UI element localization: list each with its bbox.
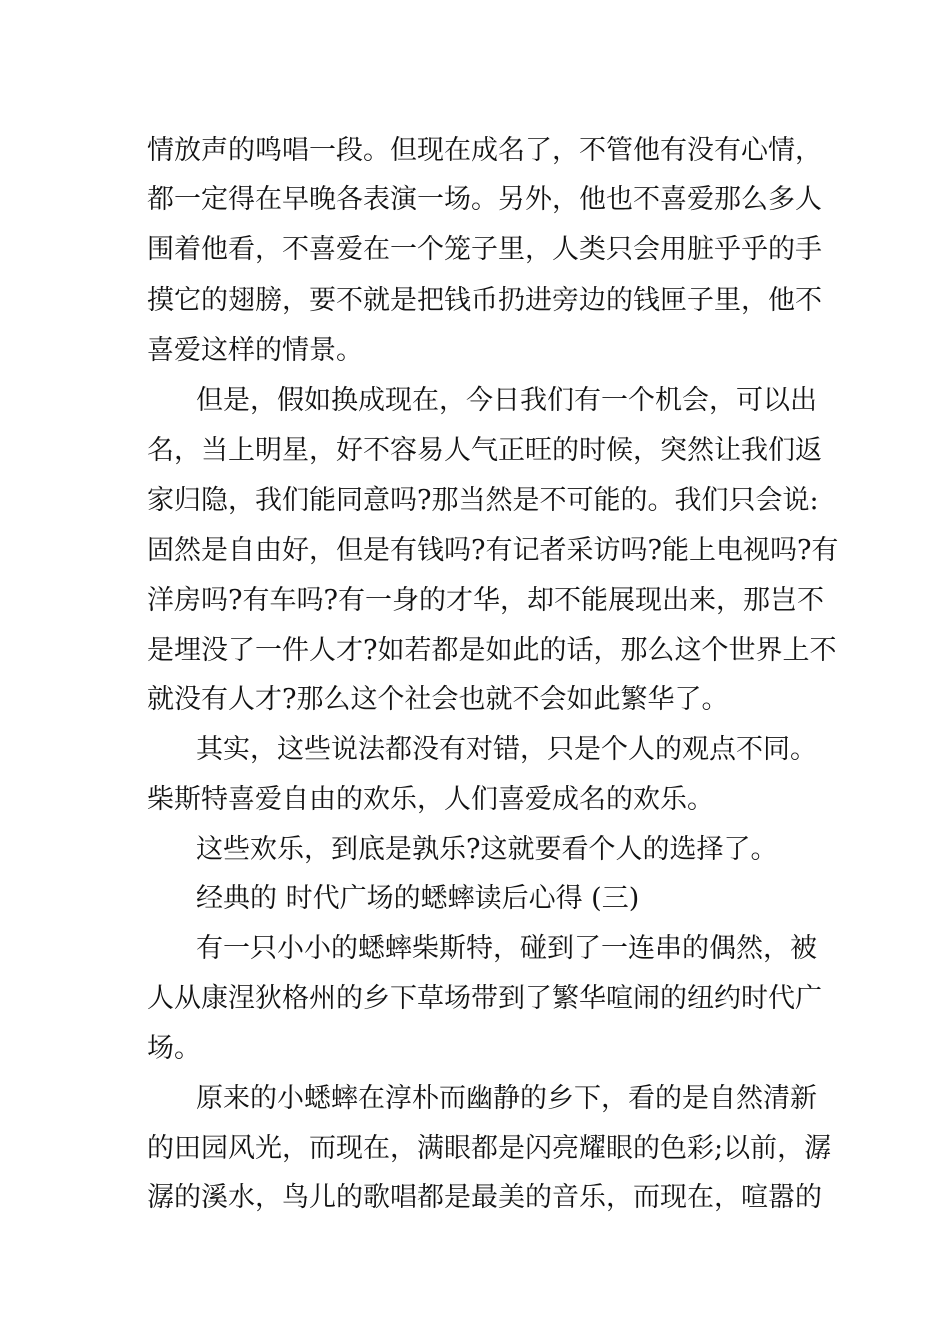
text-line: 洋房吗?有车吗?有一身的才华，却不能展现出来，那岂不 — [147, 585, 824, 616]
paragraph-first-line: 其实，这些说法都没有对错，只是个人的观点不同。 — [196, 734, 817, 765]
text-line: 名，当上明星，好不容易人气正旺的时候，突然让我们返 — [147, 435, 822, 466]
text-line: 喜爱这样的情景。 — [147, 335, 363, 366]
text-line: 摸它的翅膀，要不就是把钱币扔进旁边的钱匣子里，他不 — [147, 285, 822, 316]
text-line: 都一定得在早晚各表演一场。另外，他也不喜爱那么多人 — [147, 184, 822, 215]
text-line: 固然是自由好，但是有钱吗?有记者采访吗?能上电视吗?有 — [147, 535, 839, 566]
text-line: 情放声的鸣唱一段。但现在成名了，不管他有没有心情， — [147, 135, 822, 166]
paragraph-first-line: 原来的小蟋蟀在淳朴而幽静的乡下，看的是自然清新 — [196, 1083, 817, 1114]
text-line: 柴斯特喜爱自由的欢乐，人们喜爱成名的欢乐。 — [147, 784, 714, 815]
text-line: 场。 — [147, 1033, 201, 1064]
text-line: 人从康涅狄格州的乡下草场带到了繁华喧闹的纽约时代广 — [147, 983, 822, 1014]
section-heading: 经典的 时代广场的蟋蟀读后心得 (三) — [196, 883, 640, 914]
text-line: 的田园风光，而现在，满眼都是闪亮耀眼的色彩;以前，潺 — [147, 1133, 832, 1164]
text-line: 潺的溪水，鸟儿的歌唱都是最美的音乐，而现在，喧嚣的 — [147, 1182, 822, 1213]
text-line: 围着他看，不喜爱在一个笼子里，人类只会用脏乎乎的手 — [147, 234, 822, 265]
text-line: 就没有人才?那么这个社会也就不会如此繁华了。 — [147, 684, 729, 715]
paragraph-first-line: 有一只小小的蟋蟀柴斯特，碰到了一连串的偶然，被 — [196, 933, 817, 964]
paragraph-first-line: 这些欢乐，到底是孰乐?这就要看个人的选择了。 — [196, 834, 778, 865]
text-line: 家归隐，我们能同意吗?那当然是不可能的。我们只会说: — [147, 485, 819, 516]
text-line: 是埋没了一件人才?如若都是如此的话，那么这个世界上不 — [147, 635, 837, 666]
paragraph-first-line: 但是，假如换成现在，今日我们有一个机会，可以出 — [196, 385, 817, 416]
